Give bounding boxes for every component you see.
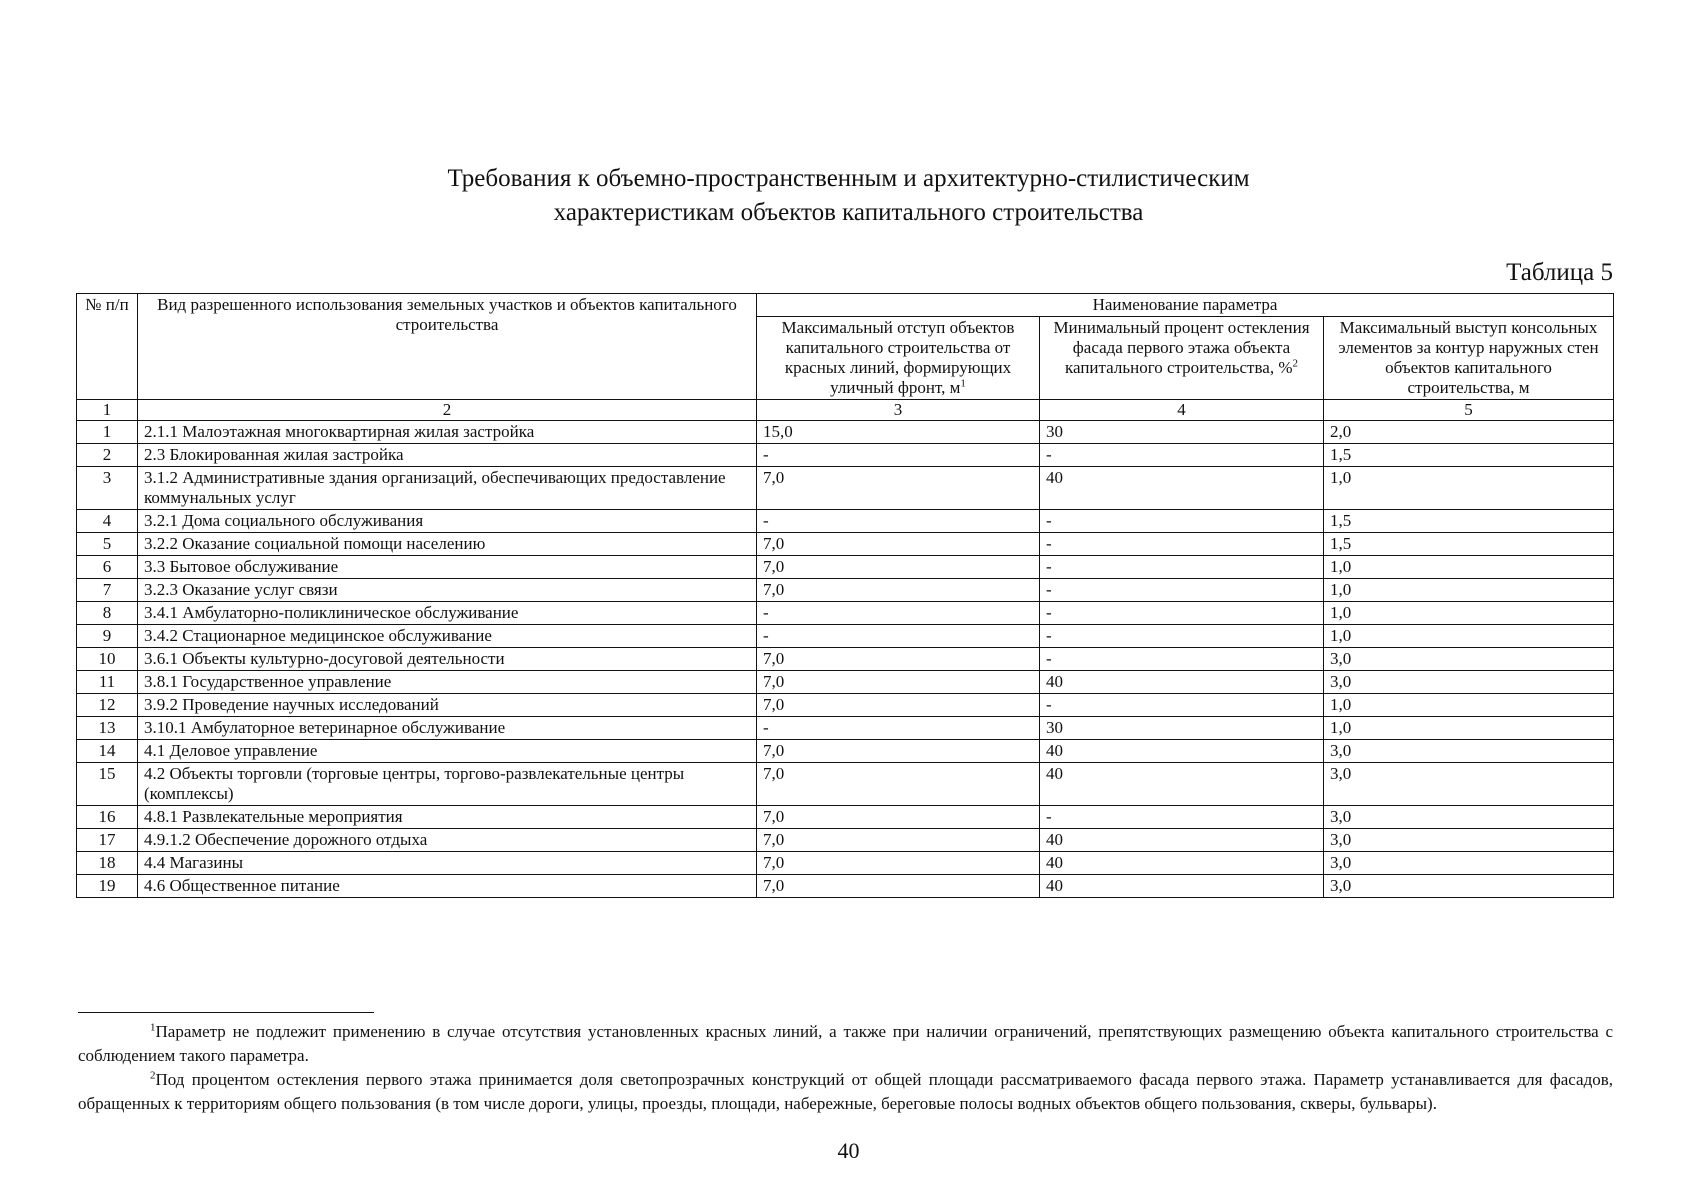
row-number-cell: 12 xyxy=(77,694,138,717)
setback-cell: 7,0 xyxy=(757,579,1040,602)
projection-cell: 1,0 xyxy=(1324,602,1614,625)
table-row xyxy=(77,533,1614,556)
use-type-cell: 3.4.2 Стационарное медицинское обслуживание xyxy=(138,625,757,648)
use-type-cell: 4.2 Объекты торговли (торговые центры, торгово-развлекательные центры (комплексы) xyxy=(138,763,757,806)
setback-cell: 7,0 xyxy=(757,829,1040,852)
use-type-cell: 4.4 Магазины xyxy=(138,852,757,875)
table-label: Таблица 5 xyxy=(1506,259,1613,286)
header-setback xyxy=(757,317,1040,400)
glazing-cell: - xyxy=(1040,510,1324,533)
projection-cell: 1,0 xyxy=(1324,717,1614,740)
use-type-cell: 3.2.2 Оказание социальной помощи населению xyxy=(138,533,757,556)
header-glazing-text: Минимальный процент остекления фасада первого этажа объекта капитального строительства, % xyxy=(1053,318,1310,377)
table-row xyxy=(77,556,1614,579)
projection-cell: 1,0 xyxy=(1324,579,1614,602)
glazing-cell: - xyxy=(1040,602,1324,625)
projection-cell: 3,0 xyxy=(1324,875,1614,898)
table-row xyxy=(77,625,1614,648)
column-number: 2 xyxy=(138,400,757,421)
table-row xyxy=(77,510,1614,533)
use-type-cell: 3.6.1 Объекты культурно-досуговой деятельности xyxy=(138,648,757,671)
setback-cell: 7,0 xyxy=(757,648,1040,671)
table-row xyxy=(77,806,1614,829)
table-row xyxy=(77,444,1614,467)
setback-cell: 7,0 xyxy=(757,763,1040,806)
footnote-text: Параметр не подлежит применению в случае отсутствия установленных красных линий, а также при наличии ограничений, препятствующих размещению объекта капитального строительства с соблюдением такого параметра. xyxy=(78,1022,1613,1065)
footnote-ref-2: 2 xyxy=(1292,357,1298,370)
projection-cell: 1,0 xyxy=(1324,694,1614,717)
table-row xyxy=(77,763,1614,806)
projection-cell: 3,0 xyxy=(1324,671,1614,694)
title-line-1: Требования к объемно-пространственным и архитектурно-стилистическим xyxy=(447,165,1250,192)
setback-cell: 7,0 xyxy=(757,671,1040,694)
column-number: 3 xyxy=(757,400,1040,421)
header-setback-text: Максимальный отступ объектов капитального строительства от красных линий, формирующих уличный фронт, м xyxy=(781,318,1015,397)
row-number-cell: 7 xyxy=(77,579,138,602)
footnote-ref-1: 1 xyxy=(960,377,966,390)
projection-cell: 1,0 xyxy=(1324,625,1614,648)
footnote-mark: 2 xyxy=(150,1069,156,1082)
projection-cell: 1,5 xyxy=(1324,533,1614,556)
projection-cell: 1,5 xyxy=(1324,444,1614,467)
setback-cell: 7,0 xyxy=(757,467,1040,510)
header-glazing xyxy=(1040,317,1324,400)
row-number-cell: 5 xyxy=(77,533,138,556)
row-number-cell: 3 xyxy=(77,467,138,510)
use-type-cell: 4.6 Общественное питание xyxy=(138,875,757,898)
row-number-cell: 2 xyxy=(77,444,138,467)
glazing-cell: 30 xyxy=(1040,717,1324,740)
use-type-cell: 3.1.2 Административные здания организаций, обеспечивающих предоставление коммунальных услуг xyxy=(138,467,757,510)
projection-cell: 2,0 xyxy=(1324,421,1614,444)
footnote-text: Под процентом остекления первого этажа принимается доля светопрозрачных конструкций от общей площади рассматриваемого фасада первого этажа. Параметр устанавливается для фасадов, обращенных к территориям общего пользования (в том числе дороги, улицы, проезды, площади, набережные, береговые полосы водных объектов общего пользования, скверы, бульвары). xyxy=(78,1070,1613,1113)
use-type-cell: 3.2.1 Дома социального обслуживания xyxy=(138,510,757,533)
table-row xyxy=(77,421,1614,444)
page-number: 40 xyxy=(837,1138,860,1163)
header-row-group xyxy=(77,294,1614,317)
header-projection: Максимальный выступ консольных элементов за контур наружных стен объектов капитального строительства, м xyxy=(1324,317,1614,400)
setback-cell: - xyxy=(757,602,1040,625)
glazing-cell: 40 xyxy=(1040,467,1324,510)
glazing-cell: - xyxy=(1040,444,1324,467)
projection-cell: 1,0 xyxy=(1324,467,1614,510)
glazing-cell: - xyxy=(1040,648,1324,671)
glazing-cell: - xyxy=(1040,625,1324,648)
glazing-cell: - xyxy=(1040,533,1324,556)
glazing-cell: - xyxy=(1040,694,1324,717)
glazing-cell: - xyxy=(1040,556,1324,579)
table-row xyxy=(77,467,1614,510)
row-number-cell: 11 xyxy=(77,671,138,694)
use-type-cell: 4.8.1 Развлекательные мероприятия xyxy=(138,806,757,829)
table-row xyxy=(77,829,1614,852)
setback-cell: 15,0 xyxy=(757,421,1040,444)
column-number: 5 xyxy=(1324,400,1614,421)
header-param-group: Наименование параметра xyxy=(757,294,1614,317)
projection-cell: 1,0 xyxy=(1324,556,1614,579)
row-number-cell: 6 xyxy=(77,556,138,579)
requirements-table xyxy=(76,293,1614,898)
use-type-cell: 3.8.1 Государственное управление xyxy=(138,671,757,694)
projection-cell: 3,0 xyxy=(1324,763,1614,806)
glazing-cell: 40 xyxy=(1040,671,1324,694)
table-row xyxy=(77,648,1614,671)
column-number: 1 xyxy=(77,400,138,421)
footnotes xyxy=(78,1020,1613,1116)
use-type-cell: 3.3 Бытовое обслуживание xyxy=(138,556,757,579)
use-type-cell: 3.4.1 Амбулаторно-поликлиническое обслуживание xyxy=(138,602,757,625)
row-number-cell: 15 xyxy=(77,763,138,806)
table-row xyxy=(77,717,1614,740)
table-row xyxy=(77,694,1614,717)
title-line-2: характеристикам объектов капитального строительства xyxy=(553,199,1144,226)
table-row xyxy=(77,875,1614,898)
use-type-cell: 3.2.3 Оказание услуг связи xyxy=(138,579,757,602)
setback-cell: 7,0 xyxy=(757,740,1040,763)
use-type-cell: 2.1.1 Малоэтажная многоквартирная жилая застройка xyxy=(138,421,757,444)
table-row xyxy=(77,740,1614,763)
setback-cell: 7,0 xyxy=(757,533,1040,556)
projection-cell: 3,0 xyxy=(1324,852,1614,875)
glazing-cell: 40 xyxy=(1040,763,1324,806)
table-row xyxy=(77,579,1614,602)
row-number-cell: 1 xyxy=(77,421,138,444)
setback-cell: - xyxy=(757,625,1040,648)
column-numbers-row xyxy=(77,400,1614,421)
row-number-cell: 16 xyxy=(77,806,138,829)
table-row xyxy=(77,671,1614,694)
column-number: 4 xyxy=(1040,400,1324,421)
document-title xyxy=(0,162,1697,230)
row-number-cell: 17 xyxy=(77,829,138,852)
setback-cell: 7,0 xyxy=(757,875,1040,898)
table-row xyxy=(77,852,1614,875)
glazing-cell: 40 xyxy=(1040,829,1324,852)
use-type-cell: 2.3 Блокированная жилая застройка xyxy=(138,444,757,467)
projection-cell: 3,0 xyxy=(1324,740,1614,763)
row-number-cell: 13 xyxy=(77,717,138,740)
footnote-1 xyxy=(78,1020,1613,1068)
glazing-cell: 30 xyxy=(1040,421,1324,444)
setback-cell: - xyxy=(757,717,1040,740)
row-number-cell: 8 xyxy=(77,602,138,625)
use-type-cell: 4.1 Деловое управление xyxy=(138,740,757,763)
use-type-cell: 4.9.1.2 Обеспечение дорожного отдыха xyxy=(138,829,757,852)
table-body xyxy=(77,421,1614,898)
row-number-cell: 10 xyxy=(77,648,138,671)
footnote-divider xyxy=(78,1012,374,1013)
row-number-cell: 14 xyxy=(77,740,138,763)
projection-cell: 3,0 xyxy=(1324,829,1614,852)
setback-cell: 7,0 xyxy=(757,852,1040,875)
header-no: № п/п xyxy=(77,294,138,400)
row-number-cell: 4 xyxy=(77,510,138,533)
setback-cell: - xyxy=(757,510,1040,533)
use-type-cell: 3.9.2 Проведение научных исследований xyxy=(138,694,757,717)
footnote-mark: 1 xyxy=(150,1021,156,1034)
projection-cell: 1,5 xyxy=(1324,510,1614,533)
glazing-cell: 40 xyxy=(1040,852,1324,875)
footnote-2 xyxy=(78,1068,1613,1116)
setback-cell: 7,0 xyxy=(757,556,1040,579)
row-number-cell: 9 xyxy=(77,625,138,648)
setback-cell: 7,0 xyxy=(757,694,1040,717)
glazing-cell: - xyxy=(1040,806,1324,829)
projection-cell: 3,0 xyxy=(1324,806,1614,829)
row-number-cell: 18 xyxy=(77,852,138,875)
glazing-cell: 40 xyxy=(1040,875,1324,898)
row-number-cell: 19 xyxy=(77,875,138,898)
setback-cell: 7,0 xyxy=(757,806,1040,829)
glazing-cell: 40 xyxy=(1040,740,1324,763)
glazing-cell: - xyxy=(1040,579,1324,602)
table-row xyxy=(77,602,1614,625)
header-use-type: Вид разрешенного использования земельных участков и объектов капитального строительства xyxy=(138,294,757,400)
use-type-cell: 3.10.1 Амбулаторное ветеринарное обслуживание xyxy=(138,717,757,740)
setback-cell: - xyxy=(757,444,1040,467)
projection-cell: 3,0 xyxy=(1324,648,1614,671)
